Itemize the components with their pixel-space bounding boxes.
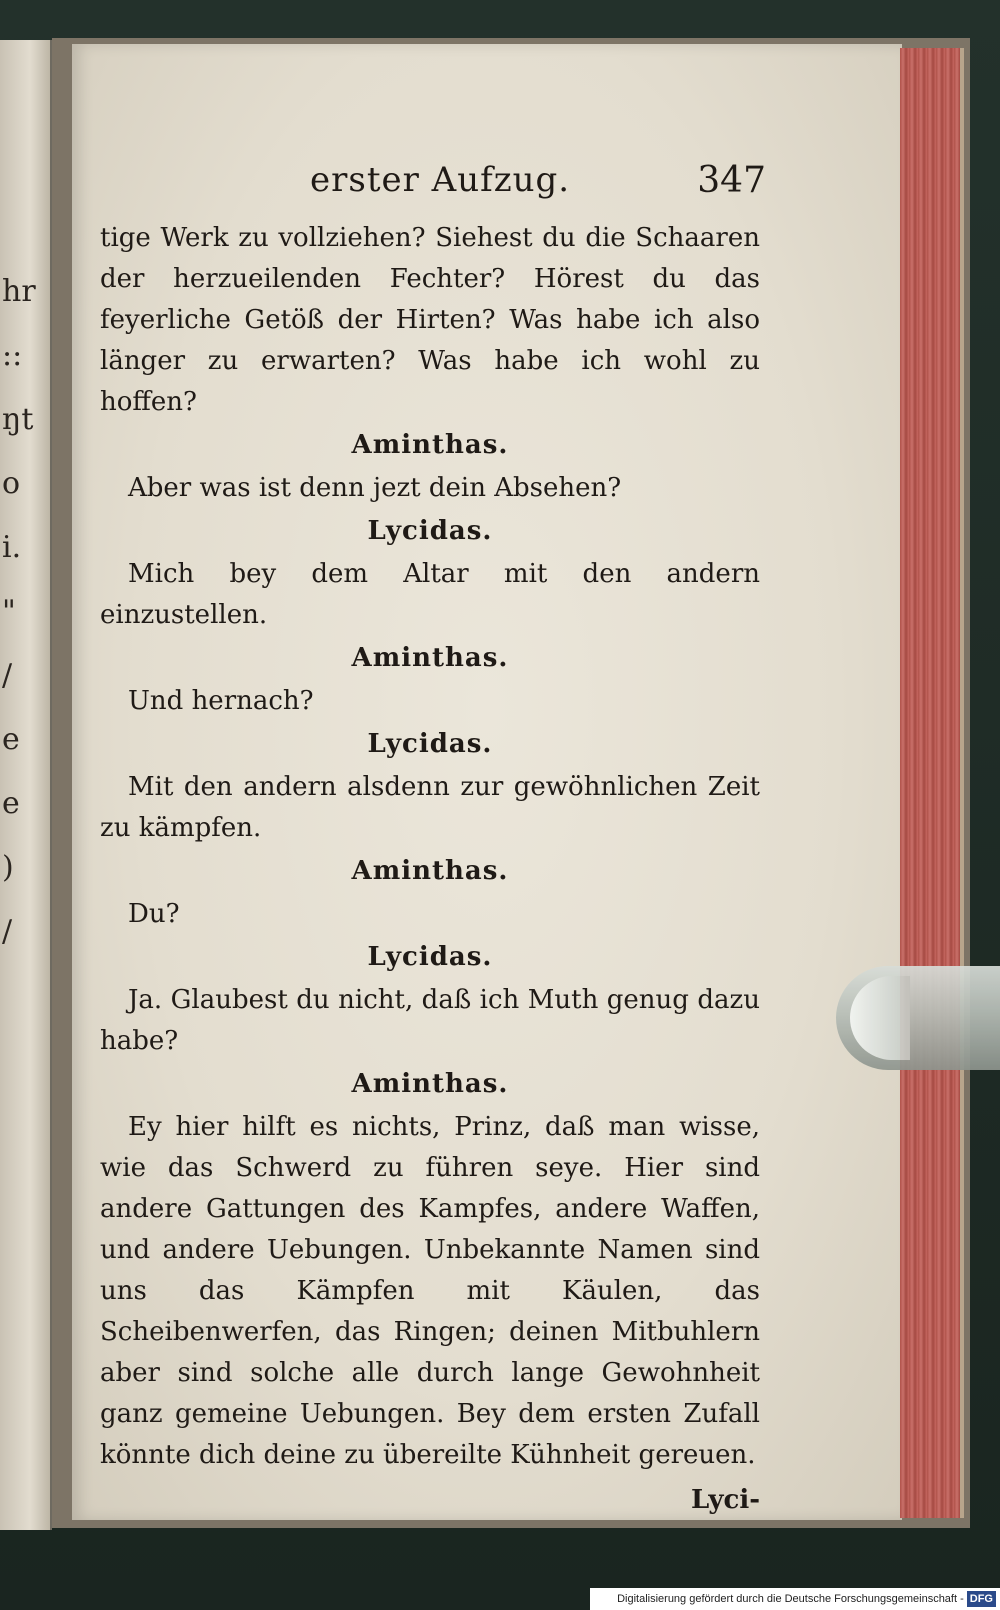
digitization-footer xyxy=(590,1588,1000,1610)
page-number: 347 xyxy=(697,160,766,201)
previous-page-edge xyxy=(0,40,52,1530)
speaker-name: Lycidas. xyxy=(367,729,493,759)
dialogue-paragraph: Ey hier hilft es nichts, Prinz, daß man wisse, wie das Schwerd zu führen seye. Hier sind andere Gattungen des Kampfes, andere Waffen, und andere Uebungen. Unbekannte Namen sind uns das Kämpfen mit Käulen, das Scheibenwerfen, das Ringen; deinen Mitbuhlern aber sind solche alle durch lange Gewohnheit ganz gemeine Uebungen. Bey dem ersten Zufall könnte dich deine zu übereilte Kühnheit gereuen. xyxy=(100,1112,760,1470)
previous-page-fragment: / xyxy=(2,914,13,949)
page-text xyxy=(100,160,766,1521)
previous-page-fragment: / xyxy=(2,658,13,693)
speaker-name: Aminthas. xyxy=(351,643,509,673)
previous-page-fragment: :: xyxy=(2,338,23,373)
speaker-name: Aminthas. xyxy=(351,856,509,886)
footer-credit: Digitalisierung gefördert durch die Deutsche Forschungsgemeinschaft - xyxy=(617,1593,964,1605)
dialogue-paragraph: Du? xyxy=(128,899,180,929)
previous-page-fragment: " xyxy=(2,594,16,629)
previous-page-text-fragments xyxy=(2,260,42,964)
dialogue-paragraph: Ja. Glaubest du nicht, daß ich Muth genug dazu habe? xyxy=(100,985,760,1056)
previous-page-fragment: e xyxy=(2,786,20,821)
dfg-logo: DFG xyxy=(967,1591,996,1607)
dialogue-paragraph: Aber was ist denn jezt dein Absehen? xyxy=(128,473,622,503)
speaker-name: Lycidas. xyxy=(367,516,493,546)
page-header xyxy=(100,160,766,218)
speaker-name: Aminthas. xyxy=(351,430,509,460)
previous-page-fragment: ) xyxy=(2,850,14,885)
running-title: erster Aufzug. xyxy=(310,160,571,200)
speaker-name: Aminthas. xyxy=(351,1069,509,1099)
page-edge-red xyxy=(900,48,964,1518)
previous-page-fragment: o xyxy=(2,466,21,501)
book-clip-highlight xyxy=(850,976,910,1060)
body-text xyxy=(100,218,760,1476)
book-clip xyxy=(836,966,1000,1070)
previous-page-fragment: i. xyxy=(2,530,22,565)
dialogue-paragraph: tige Werk zu vollziehen? Siehest du die Schaaren der herzueilenden Fechter? Hörest du das feyerliche Getöß der Hirten? Was habe ich also länger zu erwarten? Was habe ich wohl zu hoffen? xyxy=(100,223,760,417)
speaker-name: Lycidas. xyxy=(367,942,493,972)
previous-page-fragment: hr xyxy=(2,274,36,309)
dialogue-paragraph: Mich bey dem Altar mit den andern einzustellen. xyxy=(100,559,760,630)
previous-page-fragment: e xyxy=(2,722,20,757)
catchword: Lyci- xyxy=(691,1485,760,1515)
dialogue-paragraph: Mit den andern alsdenn zur gewöhnlichen Zeit zu kämpfen. xyxy=(100,772,760,843)
previous-page-fragment: ŋt xyxy=(2,402,34,437)
dialogue-paragraph: Und hernach? xyxy=(128,686,314,716)
